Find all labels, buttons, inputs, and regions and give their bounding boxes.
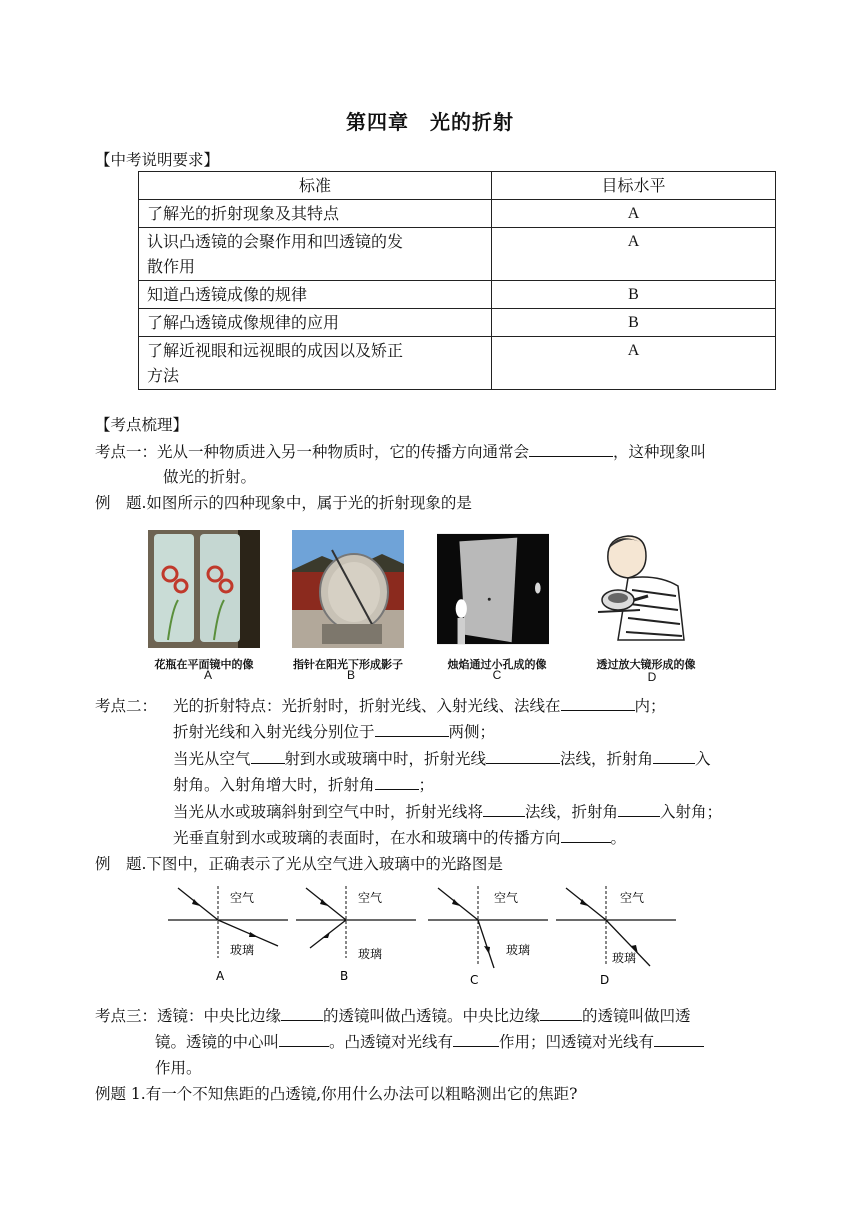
answer-blank[interactable] [486, 749, 560, 764]
standard-line: 了解近视眼和远视眼的成因以及矫正 [147, 341, 404, 360]
option-letter: B [340, 969, 349, 983]
text: ，这种现象叫 [613, 443, 707, 461]
text: 法线，折射角 [525, 803, 619, 821]
example-2-question: 例 题.下图中，正确表示了光从空气进入玻璃中的光路图是 [95, 855, 503, 873]
answer-blank[interactable] [653, 749, 695, 764]
requirements-header: 【中考说明要求】 [95, 151, 220, 169]
ray-diagram-c [424, 882, 552, 988]
answer-blank[interactable] [251, 749, 285, 764]
key-point-2-line [173, 720, 495, 742]
key-point-3-line [95, 1004, 691, 1026]
text: 镜。透镜的中心叫 [155, 1033, 280, 1051]
text: 的透镜叫做凹透 [582, 1007, 691, 1025]
answer-blank[interactable] [281, 1006, 323, 1021]
answer-blank[interactable] [453, 1032, 499, 1047]
ray-diagram-b [292, 882, 420, 984]
text: 射角。入射角增大时，折射角 [173, 776, 375, 794]
air-label: 空气 [620, 891, 645, 905]
table-row [139, 337, 776, 390]
key-point-2-line [173, 826, 626, 848]
answer-blank[interactable] [561, 828, 611, 843]
text: 入 [695, 750, 711, 768]
answer-blank[interactable] [561, 696, 635, 711]
key-point-2-line [173, 773, 434, 795]
key-point-2-line [173, 694, 666, 716]
option-letter: D [600, 973, 610, 987]
option-letter: C [492, 668, 502, 682]
option-letter: C [470, 973, 479, 987]
air-label: 空气 [230, 891, 255, 905]
table-row [139, 228, 776, 281]
standard-cell [139, 228, 492, 281]
table-row [139, 281, 776, 309]
answer-blank[interactable] [618, 802, 660, 817]
text: 光垂直射到水或玻璃的表面时，在水和玻璃中的传播方向 [173, 829, 561, 847]
answer-blank[interactable] [483, 802, 525, 817]
answer-blank[interactable] [279, 1032, 329, 1047]
example-1-question: 例 题.如图所示的四种现象中，属于光的折射现象的是 [95, 494, 472, 512]
standard-line: 认识凸透镜的会聚作用和凹透镜的发 [147, 232, 404, 251]
key-point-1-line [95, 440, 706, 462]
option-letter: D [647, 670, 657, 684]
answer-blank[interactable] [540, 1006, 582, 1021]
photo-caption: 烛焰通过小孔成的像 [447, 658, 547, 671]
text: 考点一：光从一种物质进入另一种物质时，它的传播方向通常会 [95, 443, 530, 461]
key-point-3-cont: 作用。 [155, 1059, 202, 1077]
key-points-header: 【考点梳理】 [95, 416, 189, 434]
option-letter: B [346, 668, 355, 682]
photo-caption: 花瓶在平面镜中的像 [154, 658, 254, 671]
text: 入射角； [660, 803, 723, 821]
table-row [139, 309, 776, 337]
text: ； [418, 776, 435, 794]
photo-caption: 透过放大镜形成的像 [596, 658, 696, 671]
standard-cell: 了解光的折射现象及其特点 [139, 200, 492, 228]
header-standard: 标准 [139, 172, 492, 200]
text: 光的折射特点：光折射时，折射光线、入射光线、法线在 [173, 697, 561, 715]
level-cell: A [492, 337, 776, 390]
chapter-title: 第四章 光的折射 [346, 110, 514, 134]
level-cell: B [492, 281, 776, 309]
air-label: 空气 [358, 891, 383, 905]
standard-cell [139, 337, 492, 390]
standard-cell: 知道凸透镜成像的规律 [139, 281, 492, 309]
answer-blank[interactable] [375, 775, 419, 790]
text: 的透镜叫做凸透镜。中央比边缘 [323, 1007, 541, 1025]
answer-blank[interactable] [654, 1032, 704, 1047]
header-target-level: 目标水平 [492, 172, 776, 200]
text: 折射光线和入射光线分别位于 [173, 723, 375, 741]
level-cell: A [492, 200, 776, 228]
key-point-2-head: 考点二： [95, 697, 158, 715]
level-cell: B [492, 309, 776, 337]
glass-label: 玻璃 [358, 947, 383, 961]
option-letter: A [216, 969, 225, 983]
text: 射到水或玻璃中时，折射光线 [284, 750, 487, 768]
glass-label: 玻璃 [230, 943, 255, 957]
text: 。 [610, 829, 627, 847]
key-point-2-line [173, 747, 711, 769]
text: 当光从空气 [173, 750, 251, 768]
text: 当光从水或玻璃斜射到空气中时，折射光线将 [173, 803, 484, 821]
answer-blank[interactable] [375, 722, 449, 737]
text: 作用；凹透镜对光线有 [499, 1033, 655, 1051]
answer-blank[interactable] [529, 442, 613, 457]
option-letter: A [203, 668, 212, 682]
key-point-1-cont: 做光的折射。 [163, 468, 257, 486]
glass-label: 玻璃 [506, 943, 531, 957]
key-point-2-line [173, 800, 722, 822]
magnifier-cartoon [588, 530, 700, 648]
example-3-question: 例题 1.有一个不知焦距的凸透镜,你用什么办法可以粗略测出它的焦距? [95, 1085, 578, 1103]
ray-diagram-d [552, 882, 680, 988]
candle-pinhole-photo [437, 530, 549, 648]
text: 。凸透镜对光线有 [329, 1033, 454, 1051]
text: 考点三：透镜：中央比边缘 [95, 1007, 282, 1025]
standard-line: 方法 [147, 366, 180, 385]
key-point-3-line [155, 1030, 704, 1052]
level-cell: A [492, 228, 776, 281]
text: 内； [634, 697, 666, 715]
standard-line: 散作用 [147, 257, 196, 276]
requirements-table [138, 171, 776, 390]
table-row [139, 200, 776, 228]
ray-diagram-a [164, 882, 292, 984]
standard-cell: 了解凸透镜成像规律的应用 [139, 309, 492, 337]
text: 法线，折射角 [560, 750, 654, 768]
glass-label: 玻璃 [612, 951, 637, 965]
table-header-row [139, 172, 776, 200]
air-label: 空气 [494, 891, 519, 905]
vase-mirror-photo [148, 530, 260, 648]
text: 两侧； [448, 723, 496, 741]
sundial-photo [292, 530, 404, 648]
photo-caption: 指针在阳光下形成影子 [293, 658, 403, 671]
